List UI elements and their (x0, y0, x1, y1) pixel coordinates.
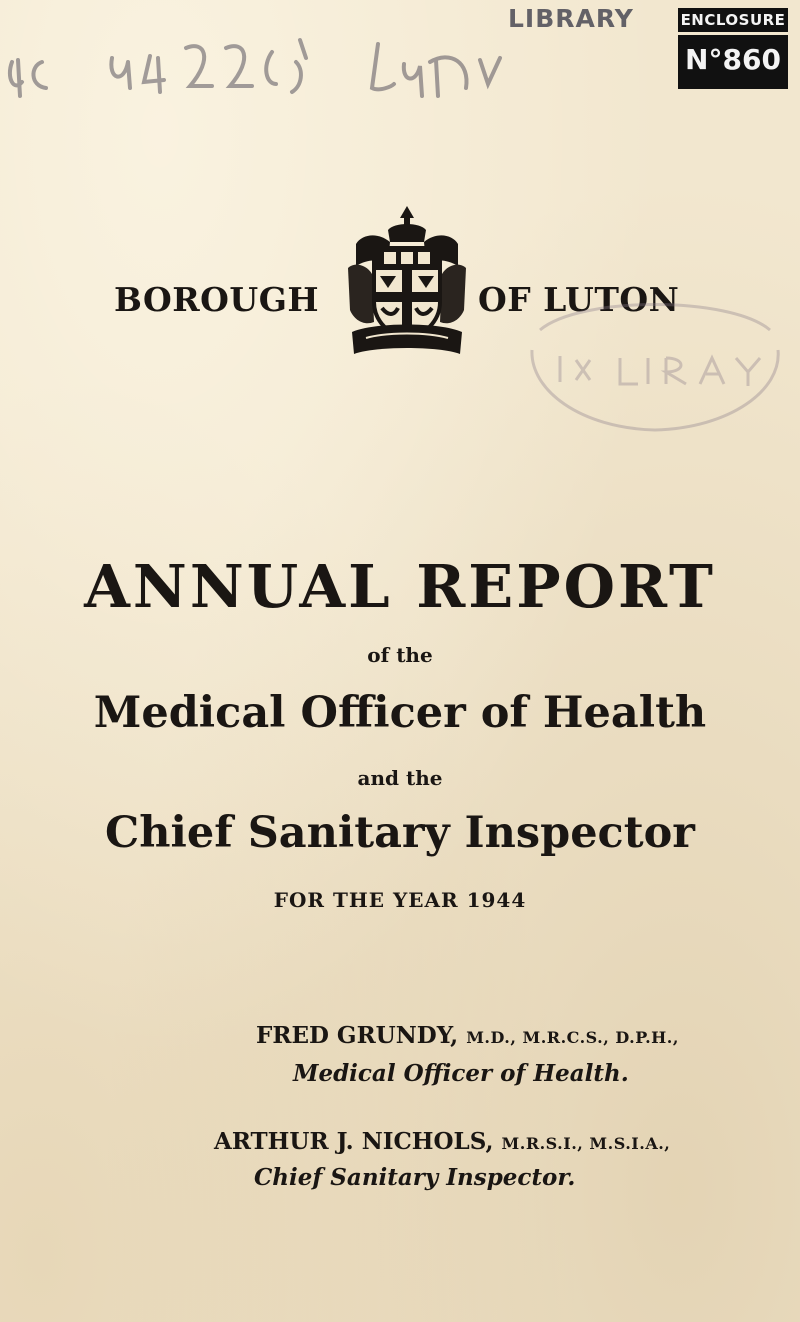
officer-role-sanitary: Chief Sanitary Inspector. (254, 1164, 576, 1191)
officer-name-text: FRED GRUNDY, (256, 1022, 459, 1049)
officer-qualifications: M.R.S.I., M.S.I.A., (501, 1134, 671, 1153)
title-connector-of-the: of the (367, 643, 433, 667)
handwritten-reference-mark (0, 0, 520, 100)
faded-library-stamp-icon (520, 300, 790, 440)
coat-of-arms-icon (344, 204, 470, 364)
borough-name: OF LUTON (478, 280, 680, 319)
library-stamp-text: LIBRARY (508, 4, 634, 33)
borough-label: BOROUGH (114, 280, 320, 319)
officer-name-sanitary (214, 1128, 670, 1155)
enclosure-label: ENCLOSURE (678, 8, 788, 32)
enclosure-number: N°860 (678, 35, 788, 89)
officer-role-medical: Medical Officer of Health. (293, 1060, 629, 1087)
office-chief-sanitary-inspector: Chief Sanitary Inspector (105, 808, 695, 858)
report-year: FOR THE YEAR 1944 (273, 888, 527, 912)
officer-name-medical (256, 1022, 679, 1049)
report-title: ANNUAL REPORT (84, 552, 716, 621)
title-connector-and-the: and the (357, 766, 443, 790)
officer-name-text: ARTHUR J. NICHOLS, (214, 1128, 494, 1155)
officer-qualifications: M.D., M.R.C.S., D.P.H., (466, 1028, 679, 1047)
office-medical-officer: Medical Officer of Health (93, 688, 707, 738)
